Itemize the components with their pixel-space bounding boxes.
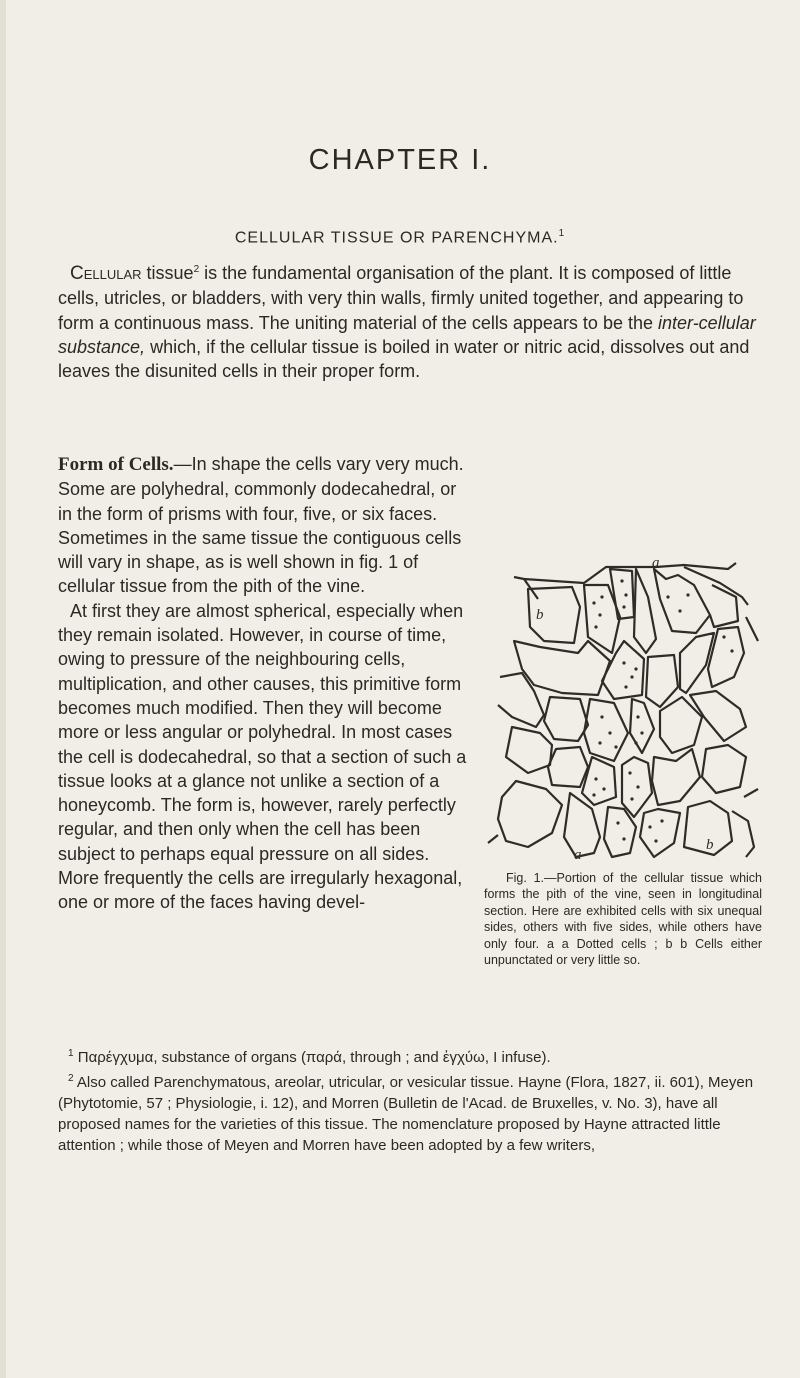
section-title bbox=[0, 228, 800, 247]
footnote-ref-1: 1 bbox=[558, 228, 566, 239]
paragraph1-text-a: tissue bbox=[141, 263, 194, 283]
cellular-tissue-illustration bbox=[484, 557, 762, 867]
footnote-2-mark: 2 bbox=[68, 1073, 74, 1084]
paragraph2-text-b: At first they are almost spherical, especially when they remain isolated. However, in course of time, owing to pressure of the neighbouring cells, multiplication, and other causes, this primitive form becomes much modified. Then they will become more or less angular or polyhedral. In most cases the cell is dodecahedral, so that a section of such a tissue looks at a glance not unlike a section of a honeycomb. The form is, however, rarely perfectly regular, and then only when the cell has been subject to perhaps equal pressure on all sides. More frequently the cells are irregularly hexagonal, one or more of the faces having devel- bbox=[58, 600, 467, 913]
section-title-text: CELLULAR TISSUE OR PARENCHYMA. bbox=[234, 229, 559, 247]
footnote-1-text: Παρέγχυμα, substance of organs (παρά, through ; and ἐγχύω, I infuse). bbox=[77, 1049, 551, 1066]
footnote-ref-2: 2 bbox=[193, 264, 200, 275]
paragraph1-text-c: which, if the cellular tissue is boiled in water or nitric acid, dissolves out and leaves the disunited cells in their proper form. bbox=[58, 336, 750, 382]
figure-label-a-top: a bbox=[652, 557, 660, 571]
paragraph-cellular-tissue bbox=[58, 258, 764, 383]
footnote-1-mark: 1 bbox=[68, 1048, 74, 1059]
figure-label-a-bottom: a bbox=[574, 847, 582, 863]
figure-label-b-right: b bbox=[706, 837, 714, 853]
lead-word: Cellular bbox=[70, 263, 142, 284]
italic-term: inter-cellular substance, bbox=[58, 312, 756, 357]
footnote-2-text: Also called Parenchymatous, areolar, utricular, or vesicular tissue. Hayne (Flora, 1827, ii. 601), Meyen (Phytotomie, 57 ; Physiologie, i. 12), and Morren (Bulletin de l'Acad. de Bruxelles, v. No. 3), have all proposed names for the varieties of this tissue. The nomenclature proposed by Hayne attracted little attention ; while those of Meyen and Morren have been adopted by a few writers, bbox=[58, 1074, 754, 1154]
footnote-1 bbox=[58, 1043, 764, 1068]
form-of-cells-heading: Form of Cells. bbox=[58, 454, 174, 475]
footnotes bbox=[58, 1043, 764, 1156]
page-binding-edge bbox=[0, 0, 6, 1378]
figure-caption-text: Fig. 1.—Portion of the cellular tissue which forms the pith of the vine, seen in longitudinal section. Here are exhibited cells with six unequal sides, others with five sides, while others have only four. a a Dotted cells ; b b Cells either unpunctated or very little so. bbox=[484, 871, 762, 968]
figure-caption bbox=[484, 870, 762, 968]
paragraph1-text-b: is the fundamental organisation of the plant. It is composed of little cells, utricles, or bladders, with very thin walls, firmly united together, and appearing to form a continuous mass. The uniting material of the cells appears to be the bbox=[58, 263, 744, 333]
figure-cellular-tissue bbox=[484, 557, 762, 1009]
footnote-2 bbox=[58, 1068, 764, 1156]
paragraph2-text-a: —In shape the cells vary very much. Some are polyhedral, commonly dodecahedral, or in the form of prisms with four, five, or six faces. Sometimes in the same tissue the contiguous cells will vary in shape, as is well shown in fig. 1 of cellular tissue from the pith of the vine. bbox=[58, 454, 464, 597]
chapter-title: CHAPTER I. bbox=[308, 144, 492, 176]
figure-label-b-left: b bbox=[536, 607, 544, 623]
